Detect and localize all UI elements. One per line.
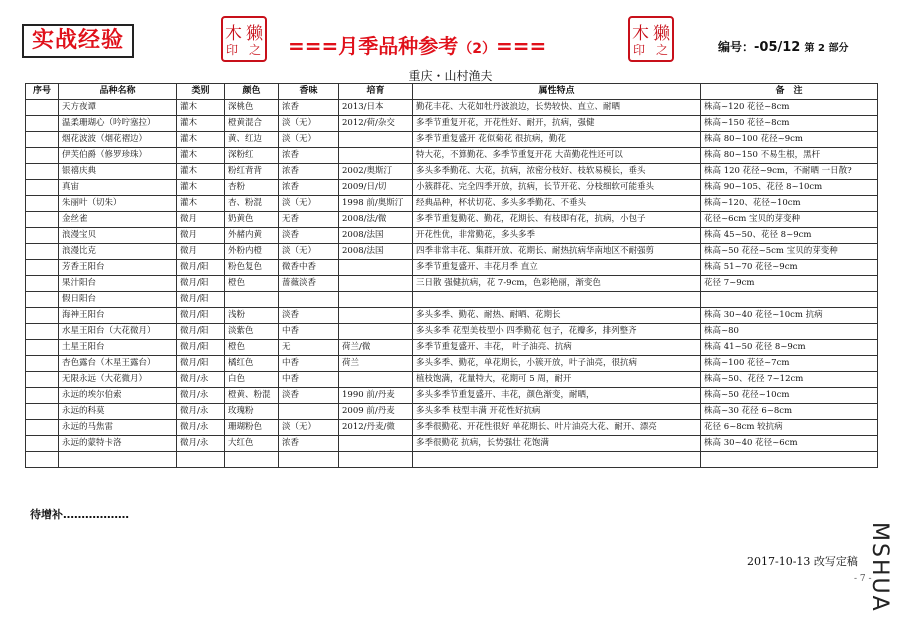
table-cell: 浪漫比克 — [59, 244, 177, 260]
table-cell: 芳香王阳台 — [59, 260, 177, 276]
table-row — [26, 292, 878, 308]
table-cell — [339, 324, 413, 340]
table-cell: 中香 — [279, 324, 339, 340]
table-cell — [26, 404, 59, 420]
column-header: 培育 — [339, 84, 413, 100]
table-cell: 微香中香 — [279, 260, 339, 276]
table-cell: 温柔珊瑚心（吟咛塞拉） — [59, 116, 177, 132]
table-cell: 2008/法国 — [339, 244, 413, 260]
table-cell: 白色 — [225, 372, 279, 388]
table-row — [26, 116, 878, 132]
table-header-row — [26, 84, 878, 100]
table-cell: 灌木 — [177, 196, 225, 212]
table-cell: 无 — [279, 340, 339, 356]
table-cell: 淡（无） — [279, 116, 339, 132]
document-code — [718, 38, 848, 55]
table-row — [26, 148, 878, 164]
column-header: 品种名称 — [59, 84, 177, 100]
table-cell: 黄、红边 — [225, 132, 279, 148]
watermark-text: MSHUA — [867, 522, 892, 613]
table-cell: 灌木 — [177, 116, 225, 132]
table-cell: 杏色露台（木星王露台） — [59, 356, 177, 372]
table-cell: 多季节重复盛开 花似菊花 很抗病，勤花 — [413, 132, 701, 148]
table-cell: 多季节重复勤花、勤花，花期长、有枝即有花，抗病，小包子 — [413, 212, 701, 228]
table-cell: 珊瑚粉色 — [225, 420, 279, 436]
code-value: -05/12 — [754, 40, 801, 55]
table-cell: 浅粉 — [225, 308, 279, 324]
table-cell: 多头多季、勤花，单花期长，小簇开放，叶子油亮，很抗病 — [413, 356, 701, 372]
table-cell: 株高 45~50、花径 8~9cm — [701, 228, 878, 244]
table-cell: 蔷薇淡香 — [279, 276, 339, 292]
title-part: （2） — [458, 41, 497, 57]
table-cell: 淡香 — [279, 388, 339, 404]
table-cell: 天方夜谭 — [59, 100, 177, 116]
table-cell — [279, 404, 339, 420]
table-cell: 朱丽叶（切朱） — [59, 196, 177, 212]
table-cell — [26, 180, 59, 196]
table-cell: 橘红色 — [225, 356, 279, 372]
table-row — [26, 100, 878, 116]
table-cell — [701, 452, 878, 468]
table-cell: 淡紫色 — [225, 324, 279, 340]
table-cell — [339, 436, 413, 452]
table-cell: 株高~80 — [701, 324, 878, 340]
table-cell: 烟花波波（烟花褶边） — [59, 132, 177, 148]
code-label: 编号： — [718, 40, 755, 54]
table-cell: 植枝饱满，花量特大，花期可 5 周，耐开 — [413, 372, 701, 388]
table-cell — [26, 452, 59, 468]
table-cell: 深粉红 — [225, 148, 279, 164]
revision-date: 2017-10-13 改写定稿 — [747, 555, 858, 568]
table-cell: 微月/阳 — [177, 292, 225, 308]
table-row — [26, 180, 878, 196]
table-cell: 土星王阳台 — [59, 340, 177, 356]
table-cell: 株高~50 花径~5cm 宝贝的芽变种 — [701, 244, 878, 260]
table-cell: 株高 51~70 花径~9cm — [701, 260, 878, 276]
table-cell: 株高~50、花径 7~12cm — [701, 372, 878, 388]
table-cell: 多季节重复开花，开花性好、耐开，抗病，强健 — [413, 116, 701, 132]
table-cell: 橙黄混合 — [225, 116, 279, 132]
table-cell: 多头多季勤花、大花，抗病，浓密分枝好、枝软易模长，垂头 — [413, 164, 701, 180]
table-cell: 海神王阳台 — [59, 308, 177, 324]
seal-char: 之 — [655, 43, 668, 57]
table-cell: 浓香 — [279, 148, 339, 164]
table-cell: 特大花，不算勤花、多季节重复开花 大苗勤花性还可以 — [413, 148, 701, 164]
table-cell: 外赭内黄 — [225, 228, 279, 244]
table-cell: 株高 90~105、花径 8~10cm — [701, 180, 878, 196]
table-cell: 粉色复色 — [225, 260, 279, 276]
table-cell: 微月/阳 — [177, 308, 225, 324]
table-row — [26, 436, 878, 452]
table-cell — [26, 324, 59, 340]
table-cell — [339, 452, 413, 468]
table-row — [26, 132, 878, 148]
table-cell — [701, 292, 878, 308]
table-cell — [26, 340, 59, 356]
table-cell: 灌木 — [177, 100, 225, 116]
table-row — [26, 356, 878, 372]
table-cell: 大红色 — [225, 436, 279, 452]
table-cell: 微月/永 — [177, 420, 225, 436]
table-cell — [26, 164, 59, 180]
table-row — [26, 260, 878, 276]
table-cell: 小簇群花、完全四季开放，抗病，长节开花、分枝细软可能垂头 — [413, 180, 701, 196]
table-cell: 微月 — [177, 212, 225, 228]
table-row — [26, 324, 878, 340]
table-cell: 株高~120、花径~10cm — [701, 196, 878, 212]
table-cell: 假日阳台 — [59, 292, 177, 308]
table-cell: 浓香 — [279, 100, 339, 116]
document-title — [288, 30, 588, 59]
table-cell: 2009 前/丹麦 — [339, 404, 413, 420]
title-end: === — [496, 34, 547, 58]
table-cell: 永远的马焦雷 — [59, 420, 177, 436]
column-header: 香味 — [279, 84, 339, 100]
table-cell: 四季非常丰花、集群开放、花期长、耐热抗病华南地区不耐强剪 — [413, 244, 701, 260]
table-cell — [59, 452, 177, 468]
column-header: 备 注 — [701, 84, 878, 100]
author-subtitle: 重庆・山村渔夫 — [408, 69, 493, 83]
table-cell — [26, 212, 59, 228]
table-cell: 灌木 — [177, 180, 225, 196]
table-cell: 灌木 — [177, 164, 225, 180]
table-cell: 株高 30~40 花径~10cm 抗病 — [701, 308, 878, 324]
table-cell — [26, 292, 59, 308]
table-row — [26, 228, 878, 244]
table-cell: 果汁阳台 — [59, 276, 177, 292]
table-cell: 淡香 — [279, 228, 339, 244]
table-cell: 玫瑰粉 — [225, 404, 279, 420]
table-cell: 多季节重复盛开、丰花， 叶子油亮、抗病 — [413, 340, 701, 356]
table-cell: 外粉内橙 — [225, 244, 279, 260]
table-cell: 微月 — [177, 244, 225, 260]
table-cell: 2013/日本 — [339, 100, 413, 116]
table-row — [26, 244, 878, 260]
seal-char: 之 — [248, 43, 261, 57]
table-cell: 株高 41~50 花径 8~9cm — [701, 340, 878, 356]
table-cell: 2009/日/切 — [339, 180, 413, 196]
table-cell: 伊芙伯爵（修罗珍珠） — [59, 148, 177, 164]
table-cell: 金丝雀 — [59, 212, 177, 228]
table-cell: 多季很勤花 抗病，长势强壮 花饱满 — [413, 436, 701, 452]
table-cell: 2008/法/微 — [339, 212, 413, 228]
table-cell: 多头多季节重复盛开、丰花，颜色渐变，耐晒， — [413, 388, 701, 404]
table-cell: 株高 120 花径~9cm，不耐晒 一日散? — [701, 164, 878, 180]
seal-stamp-right — [628, 16, 674, 62]
table-cell — [339, 132, 413, 148]
table-cell — [26, 388, 59, 404]
table-cell: 浓香 — [279, 436, 339, 452]
table-cell — [339, 276, 413, 292]
table-cell — [26, 100, 59, 116]
table-cell: 淡（无） — [279, 420, 339, 436]
seal-char: 獭 — [246, 24, 263, 44]
table-cell — [225, 292, 279, 308]
pending-note: 待增补……………… — [30, 508, 129, 521]
variety-table — [25, 83, 878, 468]
table-cell: 株高~120 花径~8cm — [701, 100, 878, 116]
table-cell: 株高~50 花径~10cm — [701, 388, 878, 404]
table-cell: 微月/阳 — [177, 356, 225, 372]
table-row — [26, 164, 878, 180]
seal-char: 木 — [225, 24, 242, 44]
table-cell — [279, 452, 339, 468]
table-cell: 多季节重复盛开、丰花月季 直立 — [413, 260, 701, 276]
table-cell: 花径~6cm 宝贝的芽变种 — [701, 212, 878, 228]
table-cell — [279, 292, 339, 308]
seal-stamp-left — [221, 16, 267, 62]
table-cell: 花径 7~9cm — [701, 276, 878, 292]
table-cell: 中香 — [279, 372, 339, 388]
table-cell — [339, 292, 413, 308]
table-cell: 多头多季 花型美枝型小 四季勤花 包子，花瓣多，排列整齐 — [413, 324, 701, 340]
table-cell: 永远的埃尔伯索 — [59, 388, 177, 404]
table-cell: 经典品种，杯状切花、多头多季勤花、不垂头 — [413, 196, 701, 212]
seal-char: 印 — [633, 43, 646, 57]
table-cell — [26, 372, 59, 388]
column-header: 序号 — [26, 84, 59, 100]
brand-logo: 实战经验 — [22, 24, 134, 58]
table-cell: 无限永远（大花微月） — [59, 372, 177, 388]
table-cell: 微月/阳 — [177, 324, 225, 340]
table-cell: 银禧庆典 — [59, 164, 177, 180]
table-row — [26, 196, 878, 212]
table-cell: 中香 — [279, 356, 339, 372]
table-cell: 淡香 — [279, 308, 339, 324]
table-cell: 微月 — [177, 228, 225, 244]
column-header: 类别 — [177, 84, 225, 100]
table-row — [26, 308, 878, 324]
table-cell: 2012/丹麦/微 — [339, 420, 413, 436]
table-cell: 2002/奥斯汀 — [339, 164, 413, 180]
table-cell: 浓香 — [279, 180, 339, 196]
table-cell: 灌木 — [177, 148, 225, 164]
table-cell — [26, 228, 59, 244]
table-cell: 永远的蒙特卡洛 — [59, 436, 177, 452]
table-cell — [177, 452, 225, 468]
table-cell: 微月/永 — [177, 404, 225, 420]
table-cell: 无香 — [279, 212, 339, 228]
table-cell: 微月/永 — [177, 388, 225, 404]
table-cell — [339, 308, 413, 324]
table-cell: 三日散 强健抗病，花 7-9cm，色彩艳丽，渐变色 — [413, 276, 701, 292]
table-cell — [26, 420, 59, 436]
table-cell: 浪漫宝贝 — [59, 228, 177, 244]
title-main: ===月季品种参考 — [288, 34, 459, 58]
table-cell: 奶黄色 — [225, 212, 279, 228]
column-header: 颜色 — [225, 84, 279, 100]
table-cell: 株高~100 花径~7cm — [701, 356, 878, 372]
table-cell: 微月/永 — [177, 436, 225, 452]
table-cell: 杏、粉混 — [225, 196, 279, 212]
table-cell — [339, 260, 413, 276]
seal-char: 印 — [226, 43, 239, 57]
table-cell — [26, 148, 59, 164]
table-row — [26, 452, 878, 468]
table-cell: 花径 6~8cm 较抗病 — [701, 420, 878, 436]
table-cell: 粉红背背 — [225, 164, 279, 180]
table-cell — [26, 276, 59, 292]
table-cell: 荷兰/微 — [339, 340, 413, 356]
table-row — [26, 340, 878, 356]
table-cell: 微月/永 — [177, 372, 225, 388]
table-cell — [225, 452, 279, 468]
table-row — [26, 212, 878, 228]
table-cell: 1998 前/奥斯汀 — [339, 196, 413, 212]
table-cell — [26, 356, 59, 372]
page-number: - 7 - — [854, 574, 872, 584]
table-cell: 开花性优，非常勤花，多头多季 — [413, 228, 701, 244]
table-cell: 永远的科莫 — [59, 404, 177, 420]
table-cell: 株高 80~150 不易生根，黑杆 — [701, 148, 878, 164]
table-cell: 勤花丰花、大花如牡丹波浪边，长势较快、直立、耐晒 — [413, 100, 701, 116]
table-cell: 橙色 — [225, 276, 279, 292]
table-cell: 淡（无） — [279, 196, 339, 212]
table-row — [26, 372, 878, 388]
table-cell: 株高~30 花径 6~8cm — [701, 404, 878, 420]
table-cell: 2012/荷/杂交 — [339, 116, 413, 132]
table-cell — [26, 308, 59, 324]
table-cell — [26, 436, 59, 452]
table-cell — [26, 244, 59, 260]
table-cell: 杏粉 — [225, 180, 279, 196]
table-cell: 多季很勤花、开花性很好 单花期长、叶片油亮大花、耐开、漂亮 — [413, 420, 701, 436]
table-cell: 多头多季 枝型丰满 开花性好抗病 — [413, 404, 701, 420]
table-cell — [26, 196, 59, 212]
table-cell: 2008/法国 — [339, 228, 413, 244]
table-cell: 真宙 — [59, 180, 177, 196]
table-cell — [413, 292, 701, 308]
table-cell: 淡（无） — [279, 132, 339, 148]
table-cell: 微月/阳 — [177, 260, 225, 276]
table-cell: 淡（无） — [279, 244, 339, 260]
table-cell — [339, 148, 413, 164]
table-cell: 水星王阳台（大花微月） — [59, 324, 177, 340]
table-cell: 橙黄、粉混 — [225, 388, 279, 404]
table-row — [26, 420, 878, 436]
seal-char: 木 — [632, 24, 649, 44]
table-cell — [26, 116, 59, 132]
table-cell: 荷兰 — [339, 356, 413, 372]
table-row — [26, 276, 878, 292]
table-cell — [26, 132, 59, 148]
table-cell: 微月/阳 — [177, 340, 225, 356]
seal-char: 獭 — [653, 24, 670, 44]
table-cell: 多头多季、勤花、耐热、耐晒、花期长 — [413, 308, 701, 324]
table-cell: 1990 前/丹麦 — [339, 388, 413, 404]
table-row — [26, 388, 878, 404]
table-cell — [26, 260, 59, 276]
table-row — [26, 404, 878, 420]
column-header: 属性特点 — [413, 84, 701, 100]
table-cell — [339, 372, 413, 388]
table-cell: 深桃色 — [225, 100, 279, 116]
table-cell: 微月/阳 — [177, 276, 225, 292]
code-part: 第 2 部分 — [804, 43, 849, 54]
table-cell: 灌木 — [177, 132, 225, 148]
table-cell — [413, 452, 701, 468]
table-cell: 橙色 — [225, 340, 279, 356]
table-cell: 株高~150 花径~8cm — [701, 116, 878, 132]
table-cell: 株高 30~40 花径~6cm — [701, 436, 878, 452]
table-cell: 浓香 — [279, 164, 339, 180]
table-cell: 株高 80~100 花径~9cm — [701, 132, 878, 148]
